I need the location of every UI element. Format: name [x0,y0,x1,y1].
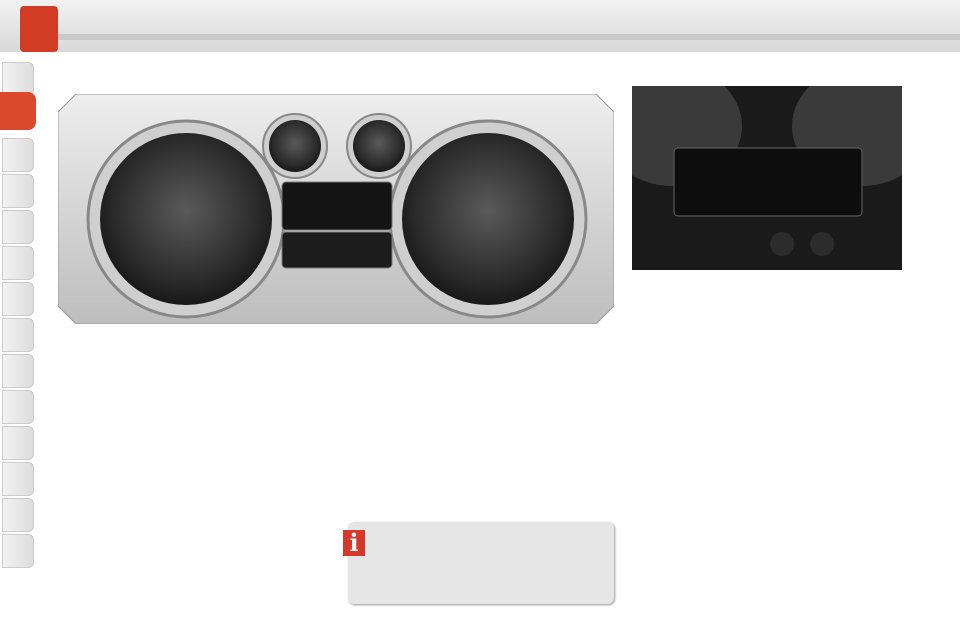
side-tab[interactable] [2,174,34,208]
side-tab[interactable] [2,246,34,280]
header-stripe [58,34,960,40]
side-tab[interactable] [2,462,34,496]
info-icon: i [343,530,365,556]
chapter-number [20,6,58,52]
side-tab-active[interactable] [0,92,36,130]
display-closeup-image [632,86,902,270]
display-legend-top [634,278,914,306]
side-tab[interactable] [2,498,34,532]
side-tab[interactable] [2,534,34,568]
side-tab[interactable] [2,354,34,388]
header-bar [0,0,960,52]
side-tab[interactable] [2,138,34,172]
instrument-cluster-image [58,94,614,324]
side-tab[interactable] [2,318,34,352]
side-tab[interactable] [2,210,34,244]
side-tab[interactable] [2,426,34,460]
side-tab[interactable] [2,62,34,96]
side-tab[interactable] [2,390,34,424]
display-legend-bottom [634,402,914,416]
info-box [348,522,614,604]
side-tab[interactable] [2,282,34,316]
